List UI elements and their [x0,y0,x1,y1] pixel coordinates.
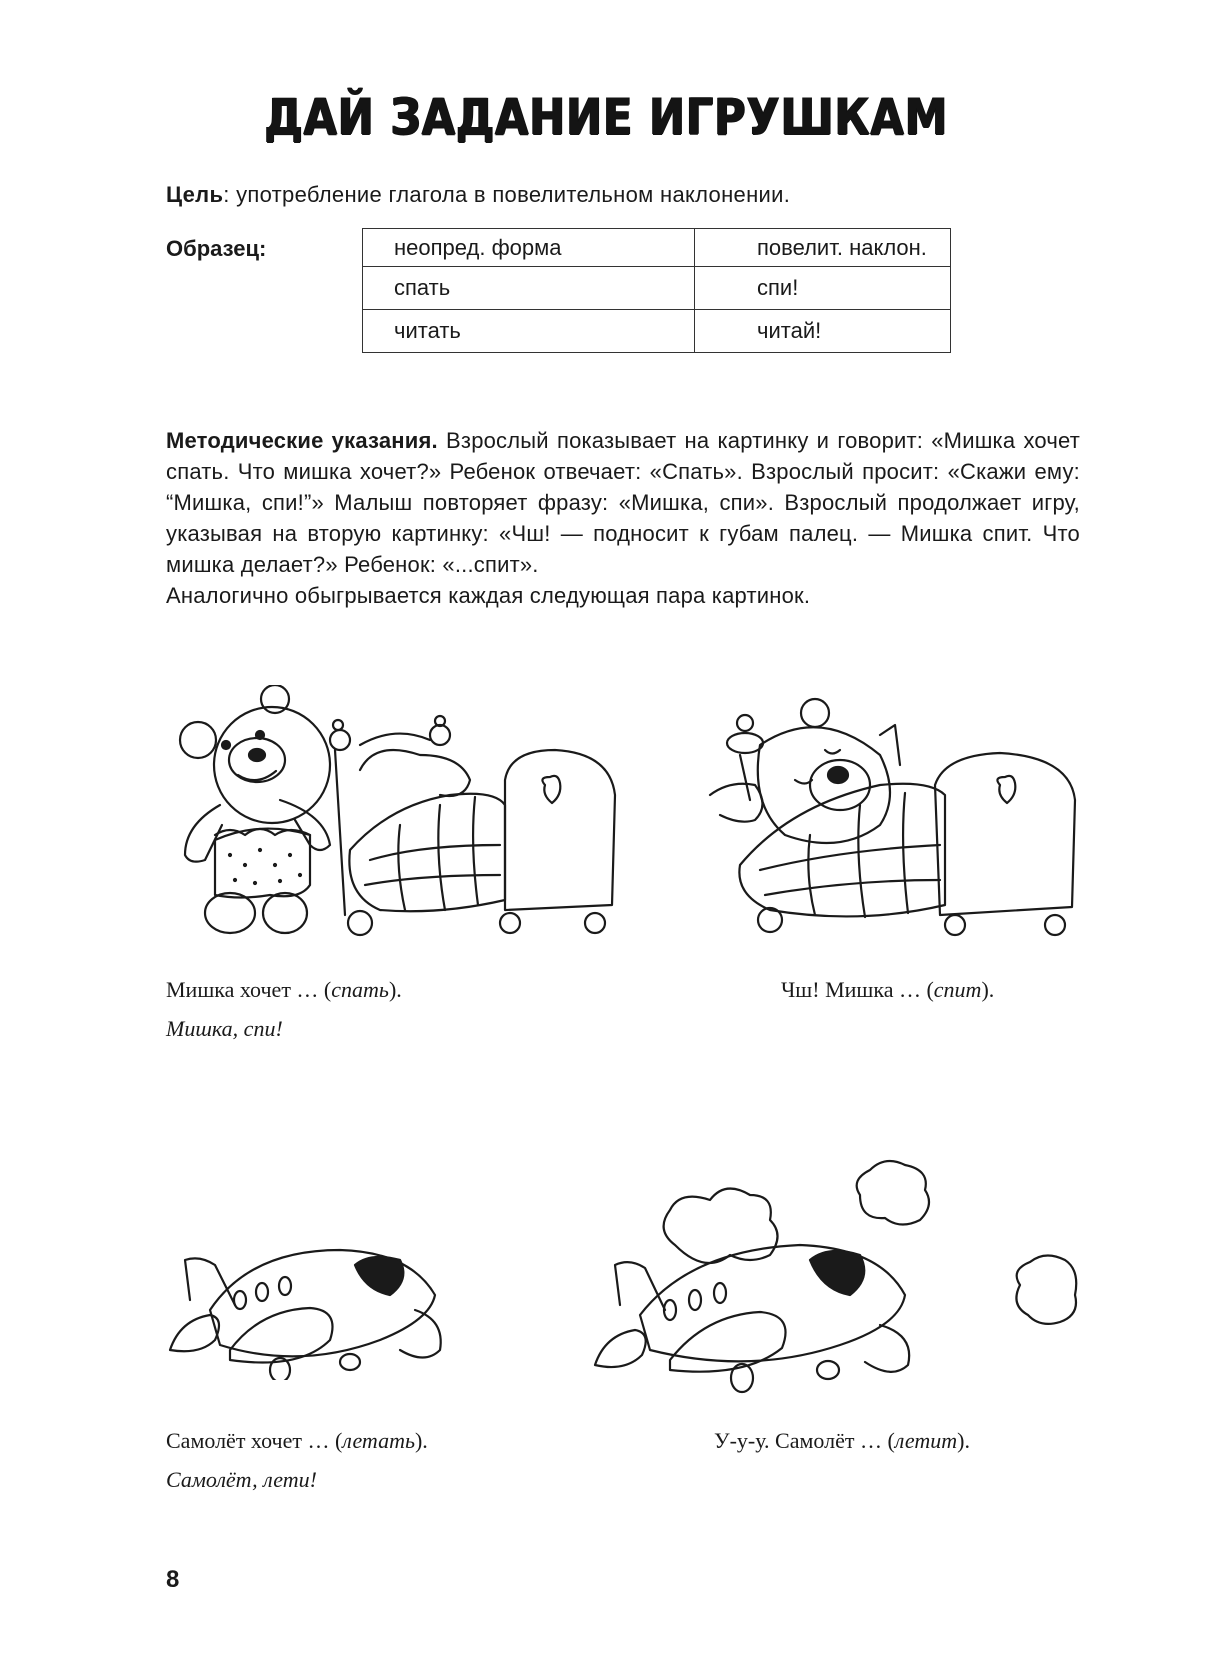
caption-text: Самолёт хочет … ( [166,1428,343,1453]
caption-text: ). [414,1428,428,1453]
cloud-icon [664,1189,778,1263]
sample-header-infinitive: неопред. форма [363,229,695,267]
method-paragraph [166,425,1080,580]
caption-plane-wants-fly [166,1430,428,1452]
page-number: 8 [166,1566,180,1593]
caption-verb: спать [331,977,389,1002]
sample-table-row [363,310,951,353]
method-last-line: Аналогично обыгрывается каждая следующая пара картинок. [166,583,811,608]
toy-airplane-flying-in-clouds-illustration [430,1150,1090,1410]
caption-text: У-у-у. Самолёт … ( [714,1428,895,1453]
sample-table-row [363,267,951,310]
answer-bear-sleep: Мишка, спи! [166,1016,283,1041]
sample-header-imperative: повелит. наклон. [695,229,951,267]
method-text: Взрослый показывает на картинку и говорит: «Мишка хочет спать. Что мишка хочет?» Ребенок отвечает: «Спать». Взрослый просит: «Скажи ему: “Мишка, спи!”» Малыш повторяет фразу: «Мишка, спи». Взрослый продолжает игру, указывая на вторую картинку: «Чш! — подносит к губам палец. — Мишка спит. Что мишка делает?» Ребенок: «...спит». [166,428,1080,577]
method-instructions [166,425,1080,611]
page-title: ДАЙ ЗАДАНИЕ ИГРУШКАМ [264,88,949,146]
sample-cell-imperative: читай! [695,310,951,353]
sample-cell-imperative: спи! [695,267,951,310]
caption-text: ). [388,977,402,1002]
teddy-bear-standing-by-bed-illustration [160,685,620,940]
answer-plane-fly: Самолёт, лети! [166,1467,317,1492]
sample-table-header [363,229,951,267]
caption-text: ). [981,977,995,1002]
sample-table [362,228,951,353]
goal-line [166,182,790,208]
method-label: Методические указания. [166,428,438,453]
caption-verb: спит [933,977,982,1002]
goal-label: Цель [166,182,224,207]
caption-verb: летит [894,1428,958,1453]
sample-cell-infinitive: спать [363,267,695,310]
caption-text: ). [957,1428,970,1453]
sample-label: Образец: [166,236,267,261]
caption-bear-wants-sleep [166,979,402,1001]
caption-bear-sleeps [781,979,994,1001]
caption-text: Чш! Мишка … ( [781,977,934,1002]
caption-text: Мишка хочет … ( [166,977,332,1002]
teddy-bear-sleeping-in-bed-illustration [700,685,1090,940]
caption-plane-flies [714,1430,970,1452]
caption-verb: летать [342,1428,415,1453]
sample-cell-infinitive: читать [363,310,695,353]
goal-text: : употребление глагола в повелительном наклонении. [223,182,791,207]
